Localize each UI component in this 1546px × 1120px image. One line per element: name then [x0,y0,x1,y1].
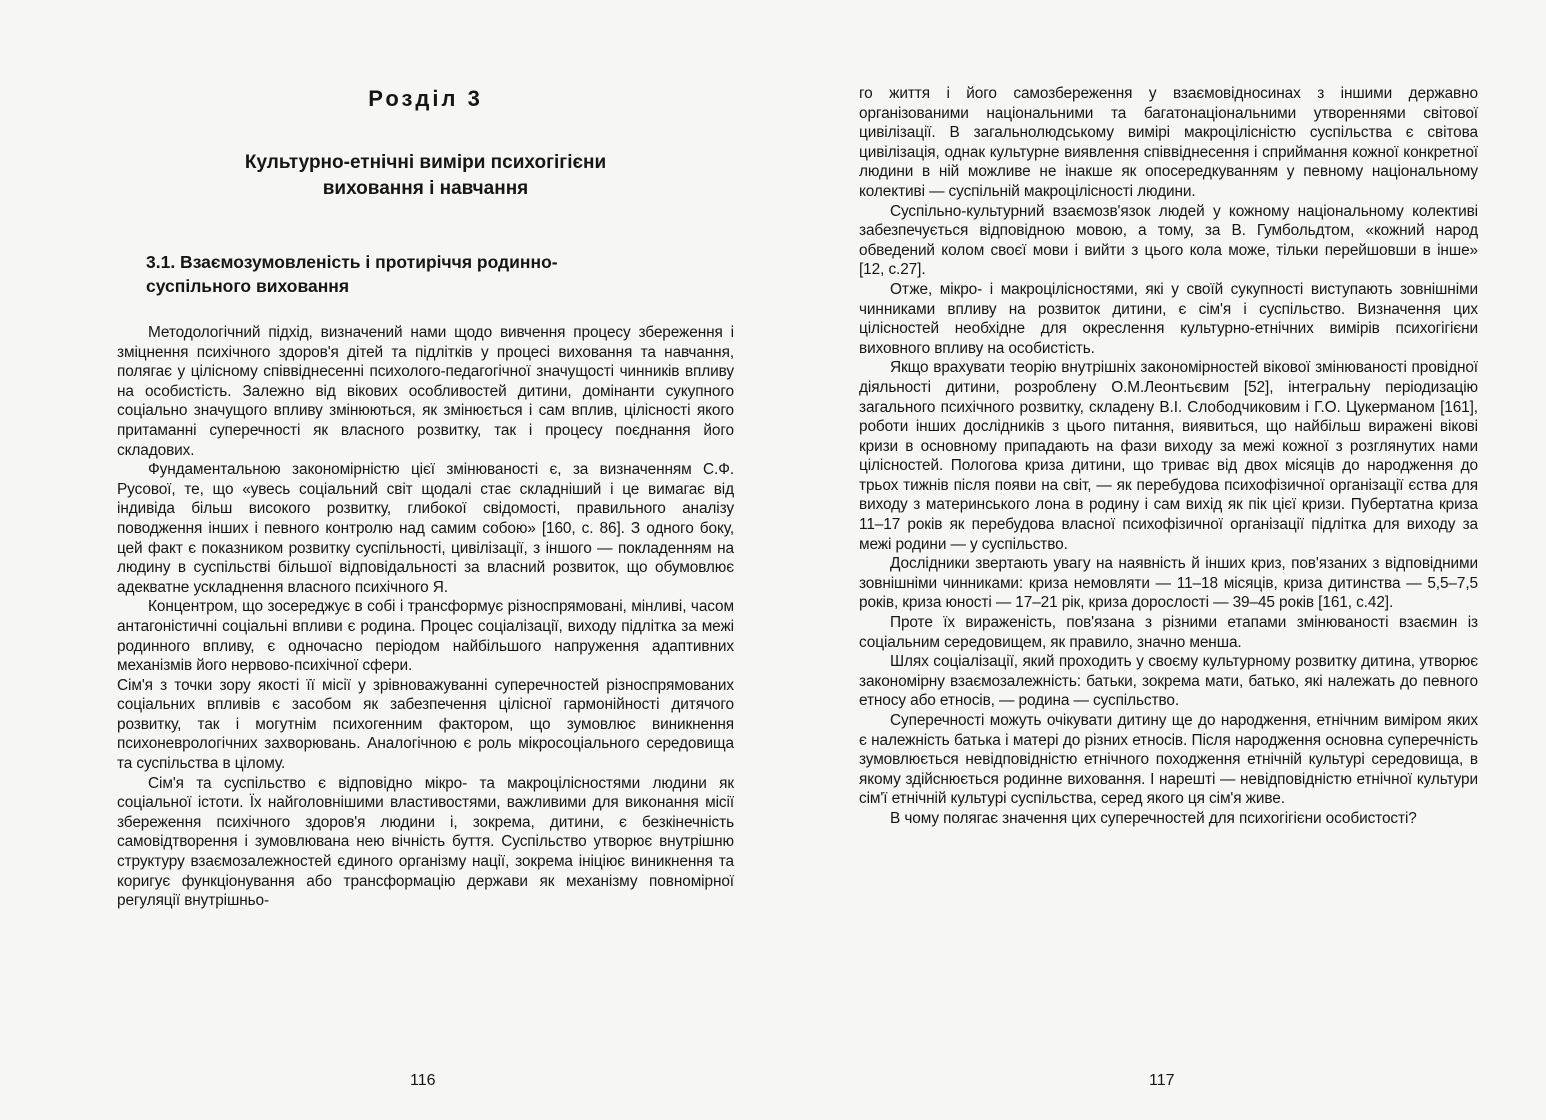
paragraph: Методологічний підхід, визначений нами щодо вивчення процесу збереження і зміцнення психічного здоров'я дітей та підлітків у процесі виховання та навчання, полягає у цілісному співвіднесенні психолого-педагогічної значущості чинників впливу на особистість. Залежно від вікових особливостей дитини, домінанти сукупного соціально значущого впливу змінюються, як змінюється і сам вплив, цілісності якого притаманні суперечності як власного розвитку, так і процесу поєднання його складових. [117,324,734,459]
paragraph: Суперечності можуть очікувати дитину ще до народження, етнічним виміром яких є належність батька і матері до різних етносів. Після народження основна суперечність зумовлюється невідповідністю етнічного походження етнічній культурі середовища, в якому здійснюється родинне виховання. І нарешті — невідповідністю етнічної культури сім'ї етнічній культурі суспільства, серед якого ця сім'я живе. [859,712,1478,808]
section-title [146,250,706,298]
paragraph: Якщо врахувати теорію внутрішніх закономірностей вікової змінюваності провідної діяльності дитини, розроблену О.М.Леонтьєвим [52], інтегральну періодизацію загального психічного розвитку, складену В.І. Слободчиковим і Г.О. Цукерманом [161], роботи інших дослідників з цього питання, виявиться, що найбільш виражені вікові кризи в основному припадають на фази виходу за межі кожної з розглянутих нами цілісностей. Пологова криза дитини, що триває від двох місяців до народження до трьох тижнів після появи на світ, — як перебудова психофізичної організації єства для виходу з материнського лона в родину і сам вихід як пік цієї кризи. Пубертатна криза 11–17 років як перебудова власної психофізичної організації підлітка для виходу за межі родини — у суспільство. [859,359,1478,553]
paragraph: Сім'я та суспільство є відповідно мікро- та макроцілісностями людини як соціальної істоти. Їх найголовнішими властивостями, важливими для виконання місії збереження психічного здоров'я людини і, зокрема, дитини, є безкінечність самовідтворення і зумовлювана нею вічність буття. Суспільство утворює внутрішню структуру взаємозалежностей єдиного організму нації, зокрема ініціює виникнення та коригує функціонування або трансформацію держави як механізму повномірної регуляції внутрішньо- [117,774,734,910]
paragraph: В чому полягає значення цих суперечностей для психогігієни особистості? [890,809,1417,827]
right-page [773,0,1546,1120]
section-title-line: суспільного виховання [146,276,350,296]
chapter-heading: Розділ 3 [368,86,483,111]
paragraph-continuation: го життя і його самозбереження у взаємовідносинах з іншими державно організованими національними та багатонаціональними утвореннями світової цивілізації. В загальнолюдському вимірі макроцілісністю суспільства є світова цивілізація, однак культурне виявлення співвіднесення і сприймання кожної конкретної людини в ній можливе не інакше як опосередкуванням у певному національному колективі — суспільній макроцілісності людини. [859,85,1478,200]
paragraph: Отже, мікро- і макроцілісностями, які у своїй сукупності виступають зовнішніми чинниками впливу на розвиток дитини, є сім'я і суспільство. Визначення цих цілісностей необхідне для окреслення культурно-етнічних вимірів психогігієни виховного впливу на особистість. [859,280,1478,357]
paragraph: Шлях соціалізації, який проходить у своєму культурному розвитку дитина, утворює закономірну взаємозалежність: батьки, зокрема мати, батько, які належать до певного етносу або етносів, — родина — суспільство. [859,653,1478,710]
paragraph: Дослідники звертають увагу на наявність й інших криз, пов'язаних з відповідними зовнішніми чинниками: криза немовляти — 11–18 місяців, криза дитинства — 5,5–7,5 років, криза юності — 17–21 рік, криза дорослості — 39–45 років [161, с.42]. [859,555,1478,612]
paragraph: Фундаментальною закономірністю цієї змінюваності є, за визначенням С.Ф. Русової, те, що «увесь соціальний світ щодалі стає складніший і це вимагає від індивіда більш високого розвитку, глибокої свідомості, правильного аналізу поводження інших і певного контролю над самим собою» [160, с. 86]. З одного боку, цей факт є показником розвитку суспільності, цивілізації, з іншого — покладенням на людину в суспільстві більшої відповідальності за власний розвиток, що обумовлює адекватне ускладнення власного психічного Я. [117,461,734,596]
page-number: 116 [410,1072,436,1089]
right-text-column [859,84,1478,829]
chapter-title [117,150,734,202]
paragraph: Суспільно-культурний взаємозв'язок людей у кожному національному колективі забезпечується відповідною мовою, а тому, за В. Гумбольдтом, «кожний народ обведений колом своєї мови і вийти з цього кола може, тільки перейшовши в інше» [12, с.27]. [859,202,1478,279]
left-text-column [117,323,734,911]
paragraph-italic-continuation: Сім'я з точки зору якості її місії у зрівноважуванні суперечностей різноспрямованих соціальних впливів є засобом як забезпечення цілісної гармонійності дитячого розвитку, так і могутнім психогенним фактором, що зумовлює виникнення психоневрологічних захворювань. Аналогічною є роль мікросоціального середовища та суспільства в цілому. [117,676,734,773]
paragraph: Проте їх вираженість, пов'язана з різними етапами змінюваності взаємин із соціальним середовищем, як правило, значно менша. [859,614,1478,651]
section-title-line: 3.1. Взаємозумовленість і протиріччя родинно- [146,252,558,272]
chapter-title-line: Культурно-етнічні виміри психогігієни [244,152,607,173]
paragraph: Концентром, що зосереджує в собі і трансформує різноспрямовані, мінливі, часом антагоністичні соціальні впливи є родина. Процес соціалізації, виходу підлітка за межі родинного впливу, є одночасно періодом найбільшого напруження адаптивних механізмів його нервово-психічної сфери. [117,598,734,675]
page-number: 117 [1149,1072,1175,1089]
chapter-title-line: виховання і навчання [322,178,529,199]
